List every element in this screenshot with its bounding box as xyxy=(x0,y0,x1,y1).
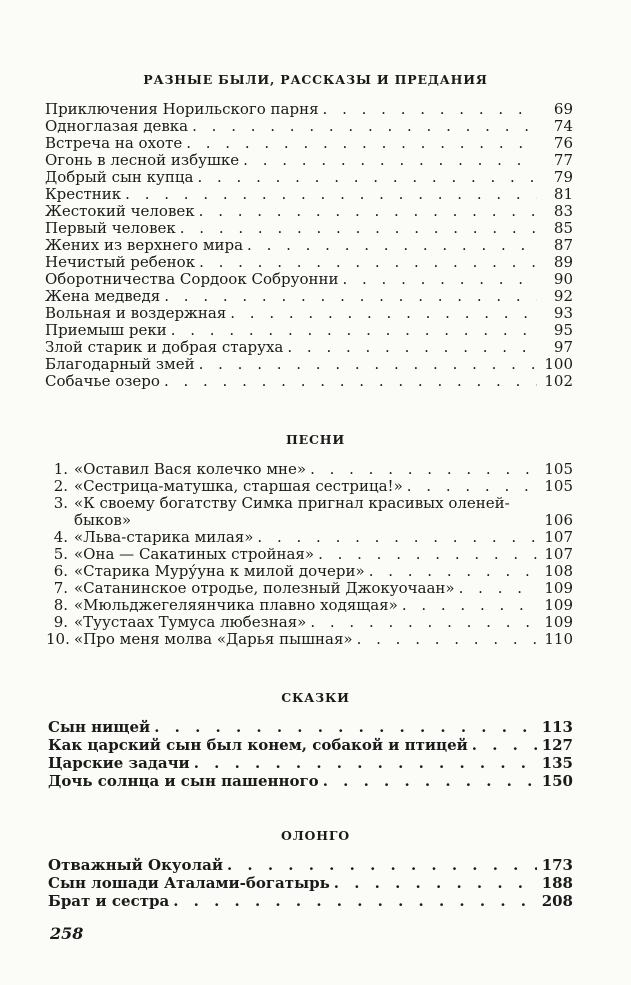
entry-page: 105 xyxy=(544,460,573,478)
dot-leader xyxy=(171,322,537,339)
dot-leader xyxy=(194,755,537,772)
entry-page: 93 xyxy=(553,304,573,322)
entry-page: 92 xyxy=(553,287,573,305)
entry-title: Собачье озеро xyxy=(45,372,160,390)
entry-page: 81 xyxy=(553,185,573,203)
page-number: 258 xyxy=(50,924,84,943)
entry-title: Злой старик и добрая старуха xyxy=(45,338,284,356)
entry-title: Брат и сестра xyxy=(48,892,170,910)
section-title-olongho: ОЛОНГО xyxy=(281,828,350,843)
dot-leader xyxy=(180,220,537,237)
dot-leader xyxy=(173,893,537,910)
toc-entry[interactable] xyxy=(45,322,573,339)
dot-leader xyxy=(323,773,537,790)
dot-leader xyxy=(186,135,537,152)
toc-entry[interactable] xyxy=(48,773,573,790)
entry-number: 2. xyxy=(53,477,68,495)
entry-page: 106 xyxy=(544,511,573,529)
entry-page: 69 xyxy=(553,100,573,118)
dot-leader xyxy=(342,271,537,288)
entry-page: 100 xyxy=(544,355,573,373)
entry-title: Царские задачи xyxy=(48,754,190,772)
toc-entry[interactable] xyxy=(45,271,573,288)
entry-page: 107 xyxy=(544,528,573,546)
dot-leader xyxy=(459,580,537,597)
entry-title: «Льва-старика милая» xyxy=(74,528,254,546)
dot-leader xyxy=(230,305,537,322)
toc-entry[interactable] xyxy=(46,580,573,597)
entry-page: 150 xyxy=(541,772,573,790)
entry-page: 79 xyxy=(553,168,573,186)
entry-title: «Про меня молва «Дарья пышная» xyxy=(74,630,353,648)
entry-page: 74 xyxy=(553,117,573,135)
entry-title: Дочь солнца и сын пашенного xyxy=(48,772,319,790)
toc-entry[interactable] xyxy=(45,254,573,271)
entry-title: «Оставил Вася колечко мне» xyxy=(74,460,307,478)
entry-number: 9. xyxy=(53,613,68,631)
toc-entry[interactable] xyxy=(45,305,573,322)
entry-page: 76 xyxy=(553,134,573,152)
dot-leader xyxy=(310,614,537,631)
toc-entry[interactable] xyxy=(46,631,573,648)
entry-title: Огонь в лесной избушке xyxy=(45,151,240,169)
entry-number: 4. xyxy=(53,528,68,546)
entry-title: «Сатанинское отродье, полезный Джокуочаан» xyxy=(74,579,455,597)
dot-leader xyxy=(199,254,537,271)
entry-title: Отважный Окуолай xyxy=(48,856,223,874)
entry-title: Крестник xyxy=(45,185,122,203)
entry-page: 108 xyxy=(544,562,573,580)
entry-page: 109 xyxy=(544,579,573,597)
dot-leader xyxy=(199,356,537,373)
toc-entry-continuation[interactable] xyxy=(74,512,573,529)
toc-entry[interactable] xyxy=(45,339,573,356)
entry-page: 110 xyxy=(544,630,573,648)
entry-number: 7. xyxy=(53,579,68,597)
entry-title: Добрый сын купца xyxy=(45,168,194,186)
entry-number: 8. xyxy=(53,596,68,614)
dot-leader xyxy=(164,288,537,305)
section-title-fairy-tales: СКАЗКИ xyxy=(281,690,350,705)
entry-page: 135 xyxy=(541,754,573,772)
entry-title: «Туустаах Тумуса любезная» xyxy=(74,613,307,631)
entry-title: «Она — Сакатиных стройная» xyxy=(74,545,315,563)
dot-leader xyxy=(247,237,537,254)
entry-title: Жених из верхнего мира xyxy=(45,236,244,254)
entry-page: 87 xyxy=(553,236,573,254)
dot-leader xyxy=(407,478,537,495)
entry-title: Приемыш реки xyxy=(45,321,167,339)
toc-entry[interactable] xyxy=(46,563,573,580)
dot-leader xyxy=(310,461,537,478)
dot-leader xyxy=(318,546,537,563)
entry-title: Вольная и воздержная xyxy=(45,304,227,322)
entry-title: Нечистый ребенок xyxy=(45,253,196,271)
entry-title: Сын нищей xyxy=(48,718,151,736)
entry-title: «Старика Муру́уна к милой дочери» xyxy=(74,562,365,580)
entry-title: Сын лошади Аталами-богатырь xyxy=(48,874,330,892)
entry-number: 3. xyxy=(53,494,68,512)
toc-entry[interactable] xyxy=(45,135,573,152)
entry-page: 109 xyxy=(544,613,573,631)
toc-entry[interactable] xyxy=(45,101,573,118)
dot-leader xyxy=(197,169,537,186)
dot-leader xyxy=(154,719,537,736)
toc-entry[interactable] xyxy=(48,875,573,892)
entry-number: 6. xyxy=(53,562,68,580)
entry-title: Жестокий человек xyxy=(45,202,195,220)
toc-entry[interactable] xyxy=(45,356,573,373)
entry-page: 173 xyxy=(541,856,573,874)
entry-title: Благодарный змей xyxy=(45,355,195,373)
toc-entry[interactable] xyxy=(46,478,573,495)
entry-number: 1. xyxy=(53,460,68,478)
toc-entry[interactable] xyxy=(48,737,573,754)
dot-leader xyxy=(227,857,537,874)
section-title-songs: ПЕСНИ xyxy=(286,432,345,447)
toc-entry[interactable] xyxy=(46,614,573,631)
entry-page: 83 xyxy=(553,202,573,220)
entry-page: 105 xyxy=(544,477,573,495)
toc-entry[interactable] xyxy=(48,857,573,874)
toc-entry[interactable] xyxy=(45,118,573,135)
entry-page: 113 xyxy=(541,718,573,736)
toc-entry[interactable] xyxy=(45,203,573,220)
toc-entry[interactable] xyxy=(45,186,573,203)
entry-title: Жена медведя xyxy=(45,287,161,305)
dot-leader xyxy=(243,152,537,169)
entry-page: 95 xyxy=(553,321,573,339)
toc-entry[interactable] xyxy=(48,893,573,910)
entry-number: 5. xyxy=(53,545,68,563)
entry-page: 188 xyxy=(541,874,573,892)
dot-leader xyxy=(287,339,537,356)
toc-entry[interactable] xyxy=(46,495,573,512)
toc-entry[interactable] xyxy=(45,152,573,169)
entry-page: 89 xyxy=(553,253,573,271)
entry-page: 102 xyxy=(544,372,573,390)
dot-leader xyxy=(357,631,537,648)
entry-title: Одноглазая девка xyxy=(45,117,189,135)
entry-title: «К своему богатству Симка пригнал красивых оленей- xyxy=(74,494,510,512)
entry-title: Как царский сын был конем, собакой и птицей xyxy=(48,736,468,754)
entry-number: 10. xyxy=(46,630,70,648)
entry-page: 85 xyxy=(553,219,573,237)
dot-leader xyxy=(164,373,537,390)
entry-page: 208 xyxy=(541,892,573,910)
toc-entry[interactable] xyxy=(46,529,573,546)
entry-title-continuation: быков» xyxy=(74,511,131,529)
toc-entry[interactable] xyxy=(46,597,573,614)
toc-entry[interactable] xyxy=(46,461,573,478)
dot-leader xyxy=(334,875,537,892)
dot-leader xyxy=(199,203,537,220)
toc-entry[interactable] xyxy=(45,288,573,305)
entry-title: Оборотничества Сордоок Собруонни xyxy=(45,270,339,288)
section-title-tales: РАЗНЫЕ БЫЛИ, РАССКАЗЫ И ПРЕДАНИЯ xyxy=(143,72,488,87)
toc-entry[interactable] xyxy=(45,169,573,186)
entry-title: Первый человек xyxy=(45,219,176,237)
entry-page: 127 xyxy=(541,736,573,754)
dot-leader xyxy=(257,529,537,546)
entry-page: 90 xyxy=(553,270,573,288)
toc-entry[interactable] xyxy=(45,220,573,237)
dot-leader xyxy=(192,118,537,135)
dot-leader xyxy=(369,563,537,580)
dot-leader xyxy=(402,597,537,614)
toc-entry[interactable] xyxy=(45,373,573,390)
dot-leader xyxy=(472,737,537,754)
dot-leader xyxy=(323,101,537,118)
entry-page: 97 xyxy=(553,338,573,356)
entry-title: Встреча на охоте xyxy=(45,134,183,152)
dot-leader xyxy=(125,186,537,203)
entry-page: 77 xyxy=(553,151,573,169)
entry-title: «Сестрица-матушка, старшая сестрица!» xyxy=(74,477,403,495)
entry-title: «Мюльджегеляянчика плавно ходящая» xyxy=(74,596,398,614)
toc-entry[interactable] xyxy=(48,755,573,772)
toc-entry[interactable] xyxy=(48,719,573,736)
toc-entry[interactable] xyxy=(46,546,573,563)
entry-page: 109 xyxy=(544,596,573,614)
entry-page: 107 xyxy=(544,545,573,563)
toc-entry[interactable] xyxy=(45,237,573,254)
entry-title: Приключения Норильского парня xyxy=(45,100,319,118)
